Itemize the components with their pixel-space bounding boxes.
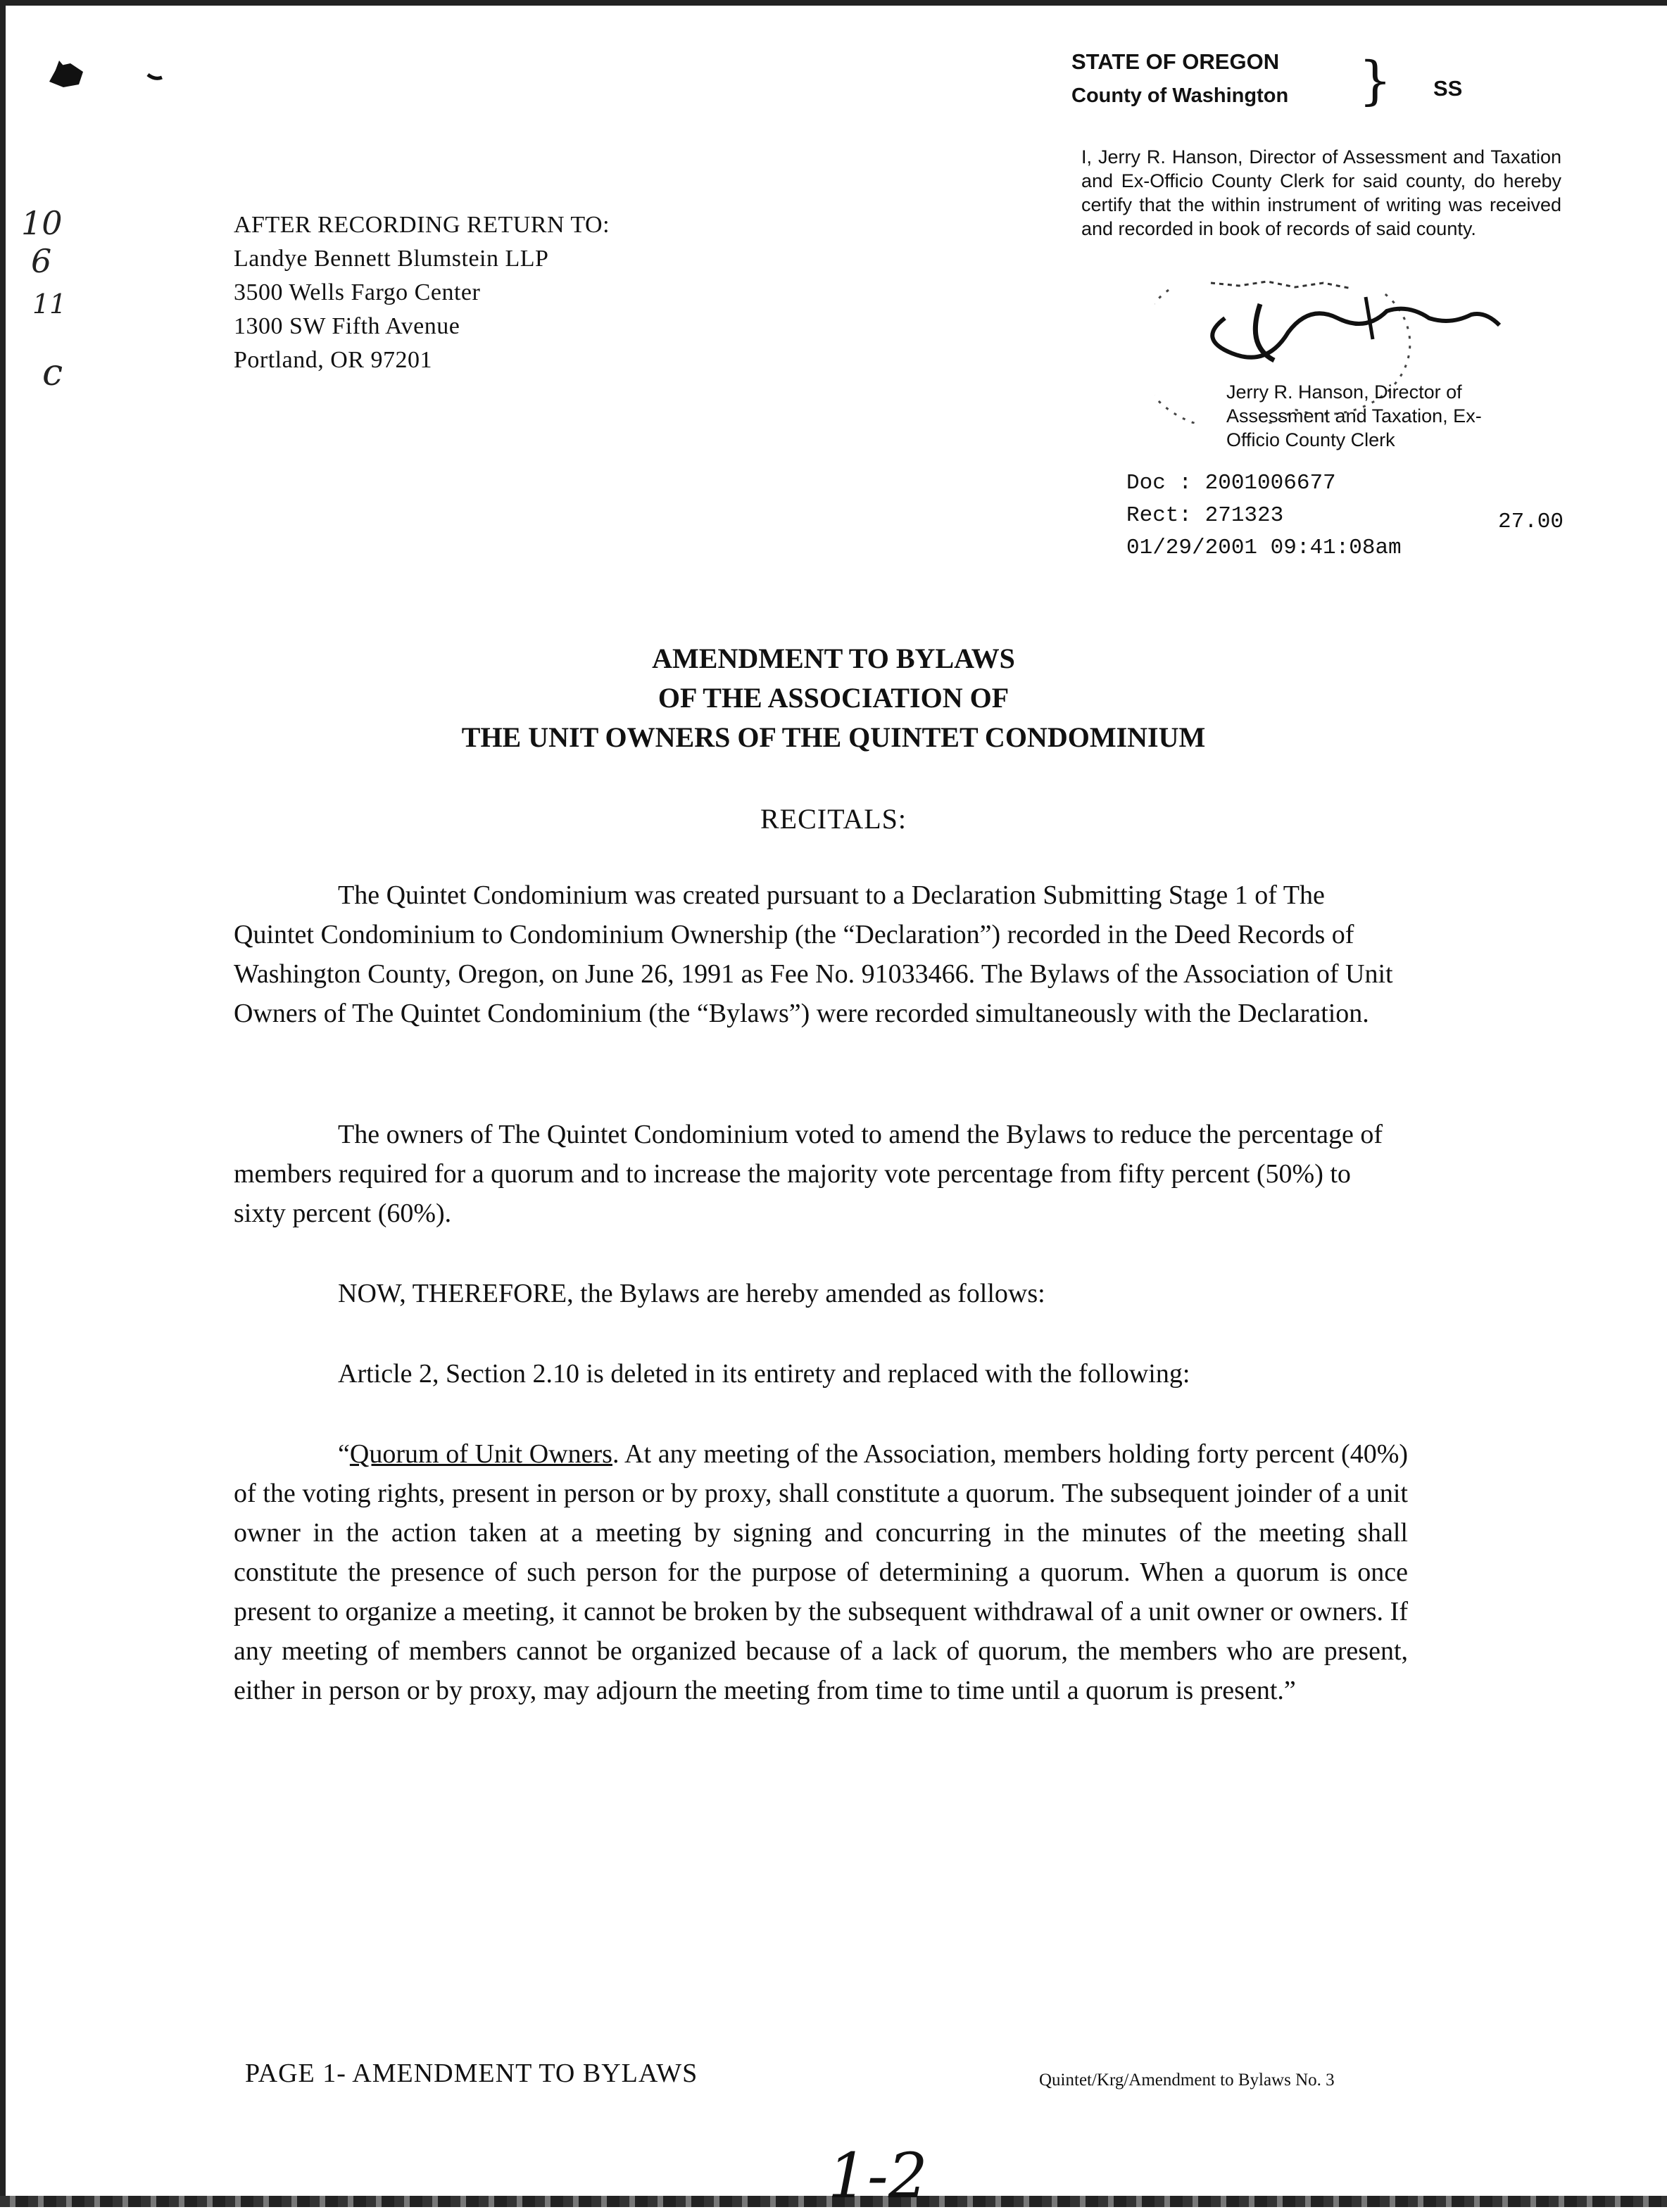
paragraph-vote (234, 1115, 1408, 1233)
footer-page-label: PAGE 1- AMENDMENT TO BYLAWS (245, 2059, 698, 2088)
margin-note-10: 10 (21, 204, 63, 242)
margin-note-11: 11 (32, 289, 67, 320)
document-title (0, 639, 1667, 757)
paragraph-text: Article 2, Section 2.10 is deleted in its entirety and replaced with the following: (338, 1359, 1190, 1389)
paragraph-quorum (234, 1434, 1408, 1710)
stamp-brace: } (1359, 51, 1392, 111)
handwritten-page-mark: 1-2 (828, 2140, 928, 2212)
stamp-receipt-number: Rect: 271323 (1126, 503, 1284, 528)
title-line1: AMENDMENT TO BYLAWS (652, 643, 1015, 674)
quorum-heading: Quorum of Unit Owners (349, 1439, 612, 1469)
stamp-signer-line2: Assessment and Taxation, Ex- (1226, 405, 1482, 426)
stamp-county: County of Washington (1071, 84, 1289, 107)
stamp-ss: SS (1433, 76, 1463, 101)
paragraph-therefore (234, 1274, 1408, 1313)
stamp-signer-line3: Officio County Clerk (1226, 429, 1395, 450)
stamp-signer (1226, 380, 1564, 452)
return-address-city: Portland, OR 97201 (234, 347, 432, 373)
stamp-doc-number: Doc : 2001006677 (1126, 471, 1336, 495)
return-address-line2: 3500 Wells Fargo Center (234, 279, 481, 305)
margin-note-6: 6 (31, 242, 52, 280)
recitals-heading: RECITALS: (760, 803, 907, 835)
paragraph-text: NOW, THEREFORE, the Bylaws are hereby amended as follows: (338, 1279, 1045, 1308)
stamp-amount: 27.00 (1498, 510, 1564, 534)
stamp-certification: I, Jerry R. Hanson, Director of Assessment and Taxation and Ex-Officio County Clerk for said county, do hereby certify that the within instrument of writing was received and recorded in book of records of said county. (1081, 146, 1561, 239)
stamp-signer-line1: Jerry R. Hanson, Director of (1226, 381, 1462, 403)
paragraph-text: The Quintet Condominium was created pursuant to a Declaration Submitting Stage 1 of The Quintet Condominium to Condominium Ownership (the “Declaration”) recorded in the Deed Records of Washington County, Oregon, on June 26, 1991 as Fee No. 91033466. The Bylaws of the Association of Unit Owners of The Quintet Condominium (the “Bylaws”) were recorded simultaneously with the Declaration. (234, 880, 1393, 1028)
title-line2: OF THE ASSOCIATION OF (658, 682, 1009, 714)
quorum-body: . At any meeting of the Association, members holding forty percent (40%) of the voting rights, present in person or by proxy, shall constitute a quorum. The subsequent joinder of a unit owner in the action taken at a meeting by signing and concurring in the minutes of the meeting shall constitute the presence of such person for the purpose of determining a quorum. When a quorum is once present to organize a meeting, it cannot be broken by the subsequent withdrawal of a unit owner or owners. If any meeting of members cannot be organized because of a lack of quorum, the members who are present, either in person or by proxy, may adjourn the meeting from time to time until a quorum is present.” (234, 1439, 1409, 1705)
return-address-firm: Landye Bennett Blumstein LLP (234, 246, 549, 272)
stamp-record-info (1126, 467, 1402, 564)
paragraph-text: The owners of The Quintet Condominium voted to amend the Bylaws to reduce the percentage of members required for a quorum and to increase the majority vote percentage from fifty percent (50%) to sixty percent (60%). (234, 1120, 1383, 1228)
ink-blot-mark (42, 53, 169, 96)
scan-edge-left (0, 0, 6, 2207)
return-address-block (234, 208, 610, 377)
return-address-label: AFTER RECORDING RETURN TO: (234, 212, 610, 238)
stamp-datetime: 01/29/2001 09:41:08am (1126, 536, 1402, 560)
title-line3: THE UNIT OWNERS OF THE QUINTET CONDOMINIUM (461, 721, 1206, 753)
scan-edge-top (0, 0, 1667, 6)
margin-note-c: c (42, 352, 63, 394)
return-address-line3: 1300 SW Fifth Avenue (234, 313, 460, 339)
recording-stamp (1071, 49, 1571, 108)
paragraph-article (234, 1354, 1408, 1393)
paragraph-declaration (234, 876, 1408, 1033)
stamp-state: STATE OF OREGON (1071, 49, 1280, 74)
footer-file-reference: Quintet/Krg/Amendment to Bylaws No. 3 (1039, 2071, 1335, 2090)
open-quote: “ (338, 1439, 350, 1469)
